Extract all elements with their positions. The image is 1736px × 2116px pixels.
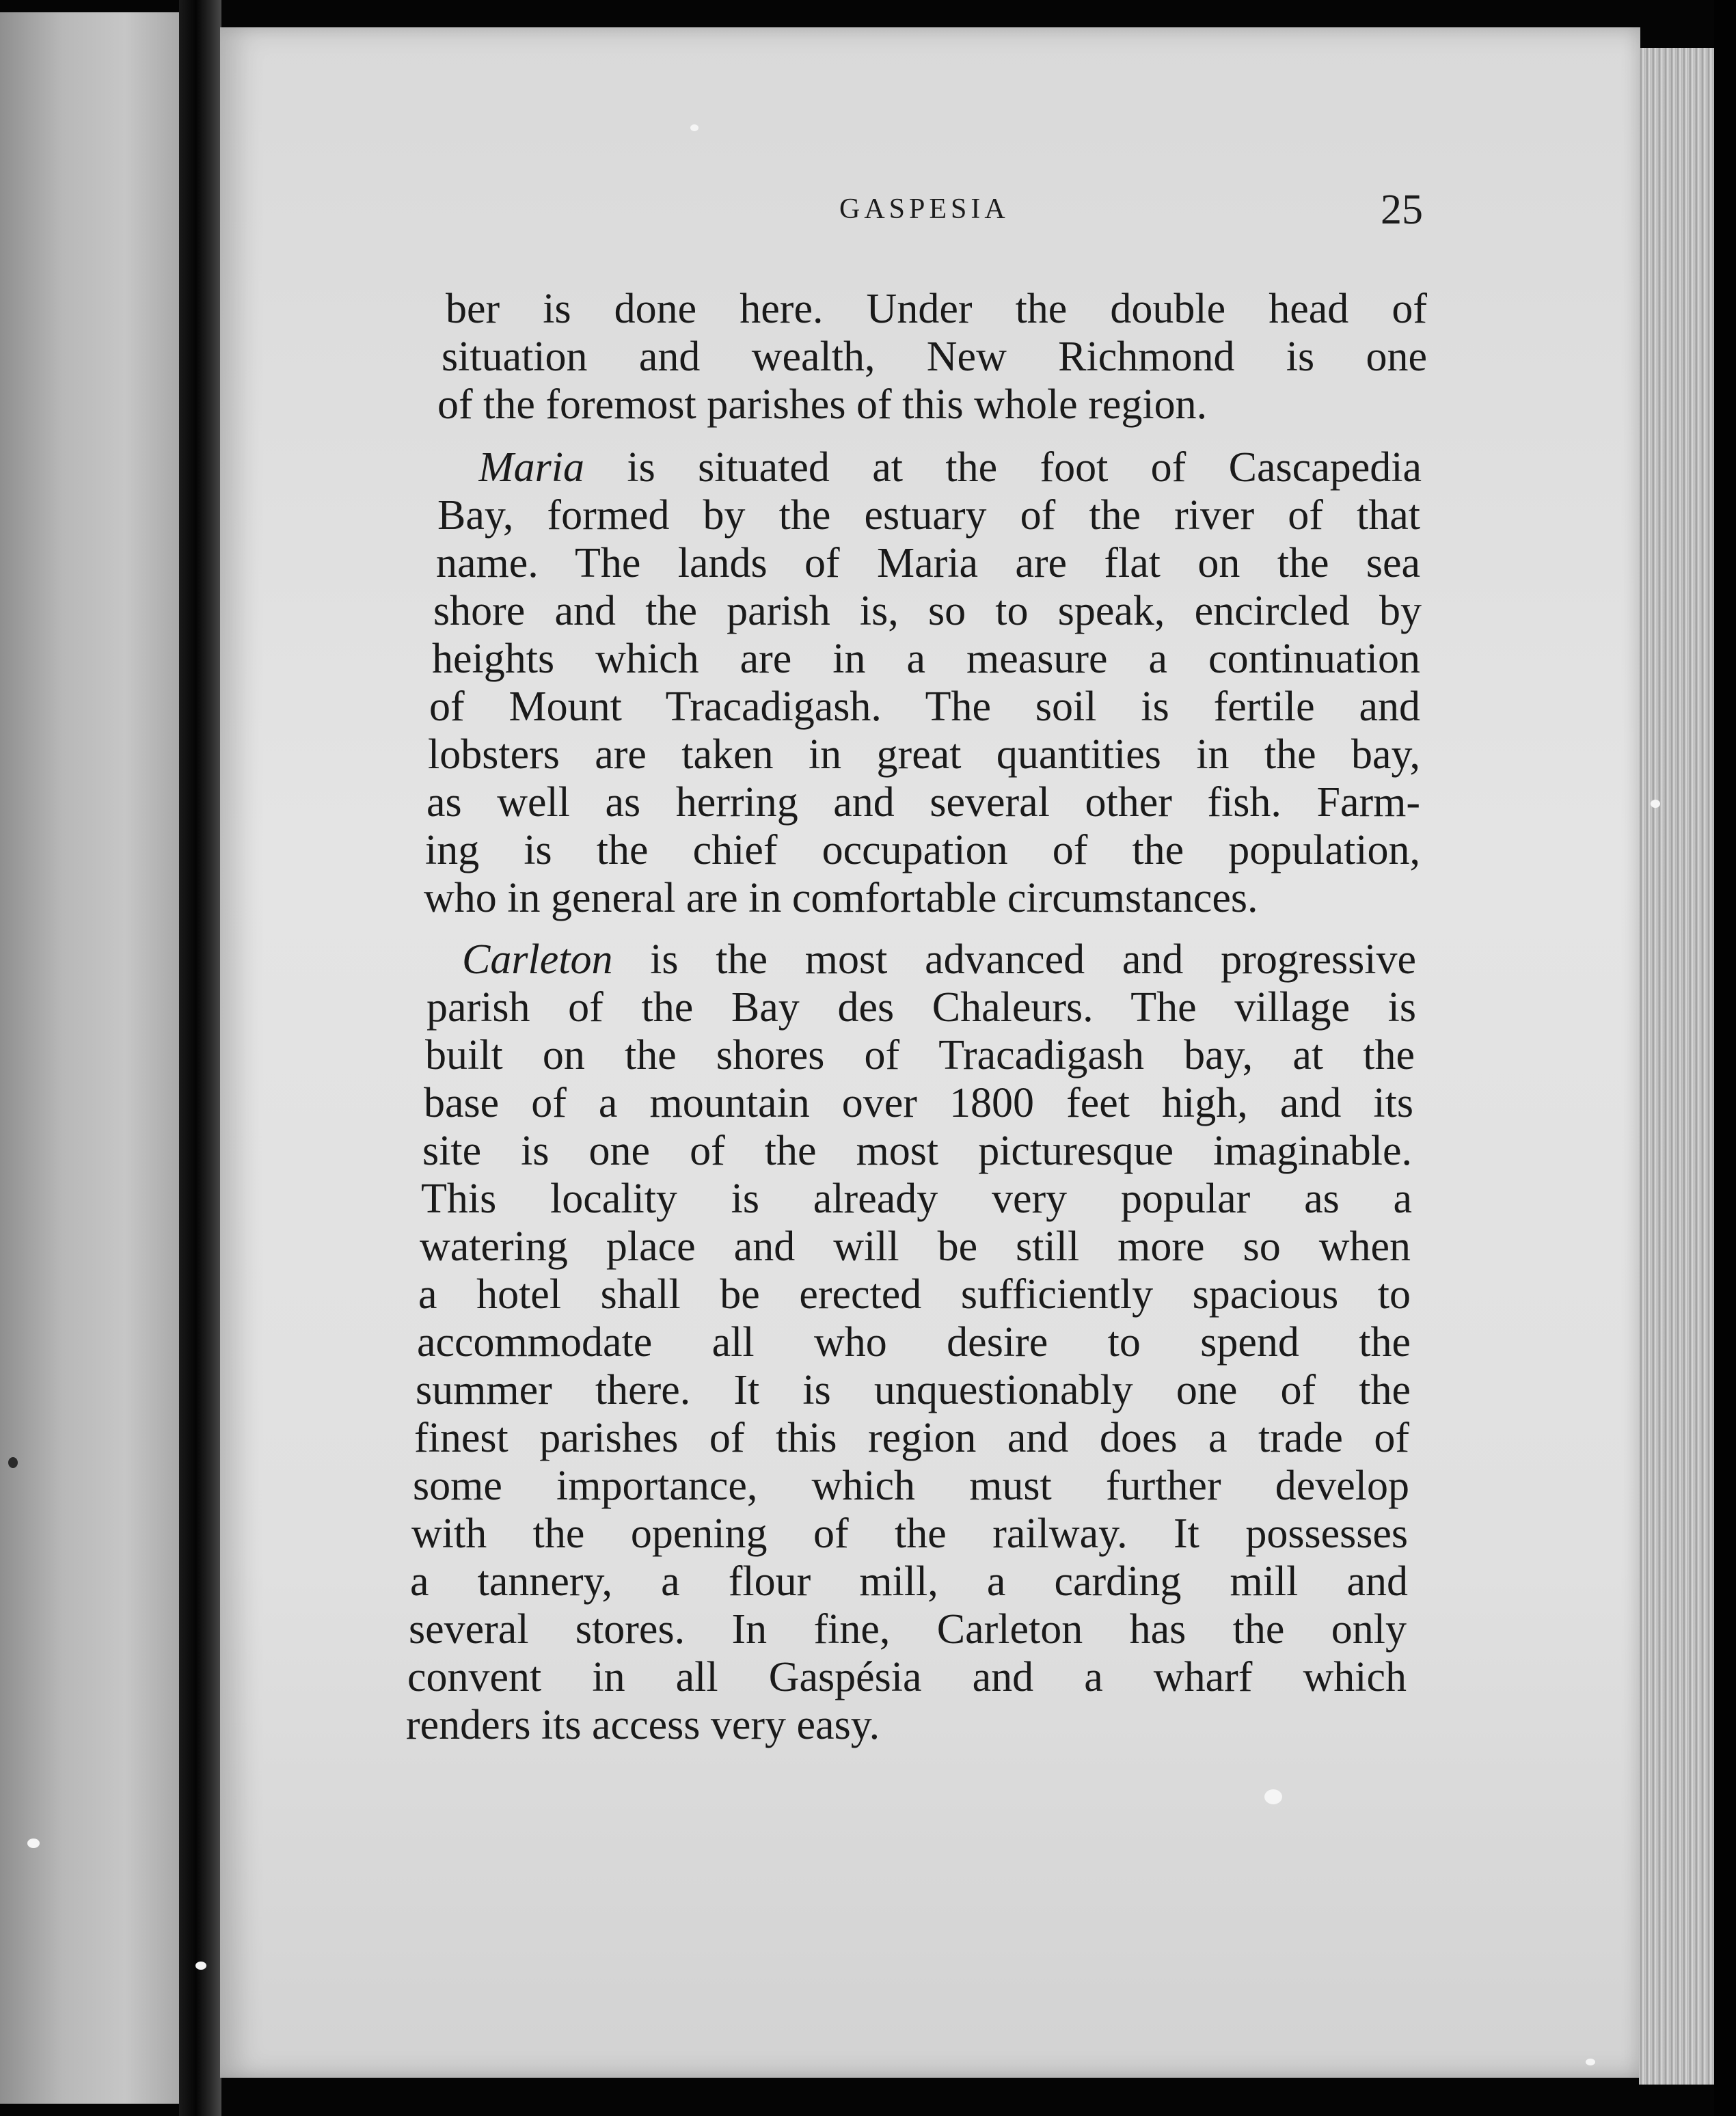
text-line bbox=[429, 683, 1420, 730]
text-line bbox=[436, 540, 1420, 586]
text-line bbox=[428, 731, 1420, 778]
text-line bbox=[437, 492, 1420, 539]
text-line bbox=[409, 1606, 1407, 1653]
text-line bbox=[407, 1654, 1407, 1700]
line-text: heights which are in a measure a continuation bbox=[432, 636, 1420, 682]
line-text: a tannery, a flour mill, a carding mill and bbox=[410, 1558, 1408, 1605]
page-stack-edges bbox=[1639, 48, 1714, 2085]
text-line bbox=[432, 636, 1420, 682]
running-title: GASPESIA bbox=[839, 193, 1009, 225]
text-line bbox=[424, 875, 1420, 921]
text-line bbox=[425, 1032, 1415, 1079]
line-text: name. The lands of Maria are flat on the sea bbox=[436, 540, 1420, 586]
text-line bbox=[437, 381, 1374, 428]
line-text: several stores. In fine, Carleton has the only bbox=[409, 1606, 1407, 1653]
line-text: Bay, formed by the estuary of the river of that bbox=[437, 492, 1420, 539]
text-line bbox=[462, 936, 1416, 983]
line-text: parish of the Bay des Chaleurs. The village is bbox=[426, 984, 1416, 1031]
line-text: lobsters are taken in great quantities in the bay, bbox=[428, 731, 1420, 778]
scan-speck bbox=[1651, 800, 1660, 808]
line-text: shore and the parish is, so to speak, encircled by bbox=[433, 588, 1422, 634]
line-text: renders its access very easy. bbox=[406, 1702, 880, 1748]
text-line bbox=[425, 827, 1420, 873]
text-line bbox=[413, 1463, 1409, 1509]
line-text: with the opening of the railway. It possesses bbox=[411, 1510, 1408, 1557]
line-text: watering place and will be still more so when bbox=[420, 1223, 1411, 1270]
text-line bbox=[411, 1510, 1408, 1557]
line-text: site is one of the most picturesque imaginable. bbox=[422, 1128, 1412, 1174]
line-text: summer there. It is unquestionably one of the bbox=[416, 1367, 1411, 1413]
line-text: of the foremost parishes of this whole region. bbox=[437, 381, 1208, 428]
line-text: who in general are in comfortable circumstances. bbox=[424, 875, 1258, 921]
line-text: is situated at the foot of Cascapedia bbox=[584, 444, 1422, 491]
line-text: base of a mountain over 1800 feet high, and its bbox=[424, 1080, 1413, 1126]
line-text: ing is the chief occupation of the population, bbox=[425, 827, 1420, 873]
text-line bbox=[446, 286, 1427, 332]
line-text: situation and wealth, New Richmond is one bbox=[442, 334, 1427, 380]
text-line bbox=[420, 1223, 1411, 1270]
line-text: some importance, which must further develop bbox=[413, 1463, 1409, 1509]
scan-speck bbox=[1586, 2059, 1595, 2065]
text-line bbox=[410, 1558, 1408, 1605]
place-name: Carleton bbox=[462, 936, 613, 983]
scan-speck bbox=[27, 1839, 40, 1848]
line-text: is the most advanced and progressive bbox=[612, 936, 1416, 983]
text-line bbox=[424, 1080, 1413, 1126]
scan-border bbox=[1714, 0, 1736, 2116]
line-text: of Mount Tracadigash. The soil is fertile and bbox=[429, 683, 1420, 730]
text-line bbox=[442, 334, 1427, 380]
line-text: ber is done here. Under the double head of bbox=[446, 286, 1427, 332]
line-text: built on the shores of Tracadigash bay, at the bbox=[425, 1032, 1415, 1079]
text-line bbox=[426, 984, 1416, 1031]
line-text: convent in all Gaspésia and a wharf which bbox=[407, 1654, 1407, 1700]
line-text: This locality is already very popular as a bbox=[421, 1176, 1412, 1222]
text-line bbox=[416, 1367, 1411, 1413]
text-line bbox=[478, 444, 1422, 491]
scan-speck bbox=[690, 124, 699, 131]
text-line bbox=[418, 1271, 1411, 1318]
line-text: a hotel shall be erected sufficiently spacious to bbox=[418, 1271, 1411, 1318]
text-line bbox=[433, 588, 1422, 634]
book-gutter bbox=[179, 0, 221, 2116]
text-line bbox=[406, 1702, 880, 1748]
text-line bbox=[426, 779, 1420, 826]
page-number: 25 bbox=[1381, 187, 1423, 233]
text-line bbox=[422, 1128, 1412, 1174]
line-text: finest parishes of this region and does a trade of bbox=[414, 1415, 1409, 1461]
facing-page-edge bbox=[0, 12, 179, 2104]
text-line bbox=[421, 1176, 1412, 1222]
scan-speck bbox=[195, 1962, 206, 1970]
place-name: Maria bbox=[478, 444, 584, 491]
scan-speck bbox=[8, 1457, 18, 1468]
line-text: as well as herring and several other fish. Farm- bbox=[426, 779, 1420, 826]
scan-speck bbox=[1264, 1789, 1282, 1804]
line-text: accommodate all who desire to spend the bbox=[417, 1319, 1411, 1366]
text-line bbox=[417, 1319, 1411, 1366]
text-line bbox=[414, 1415, 1409, 1461]
